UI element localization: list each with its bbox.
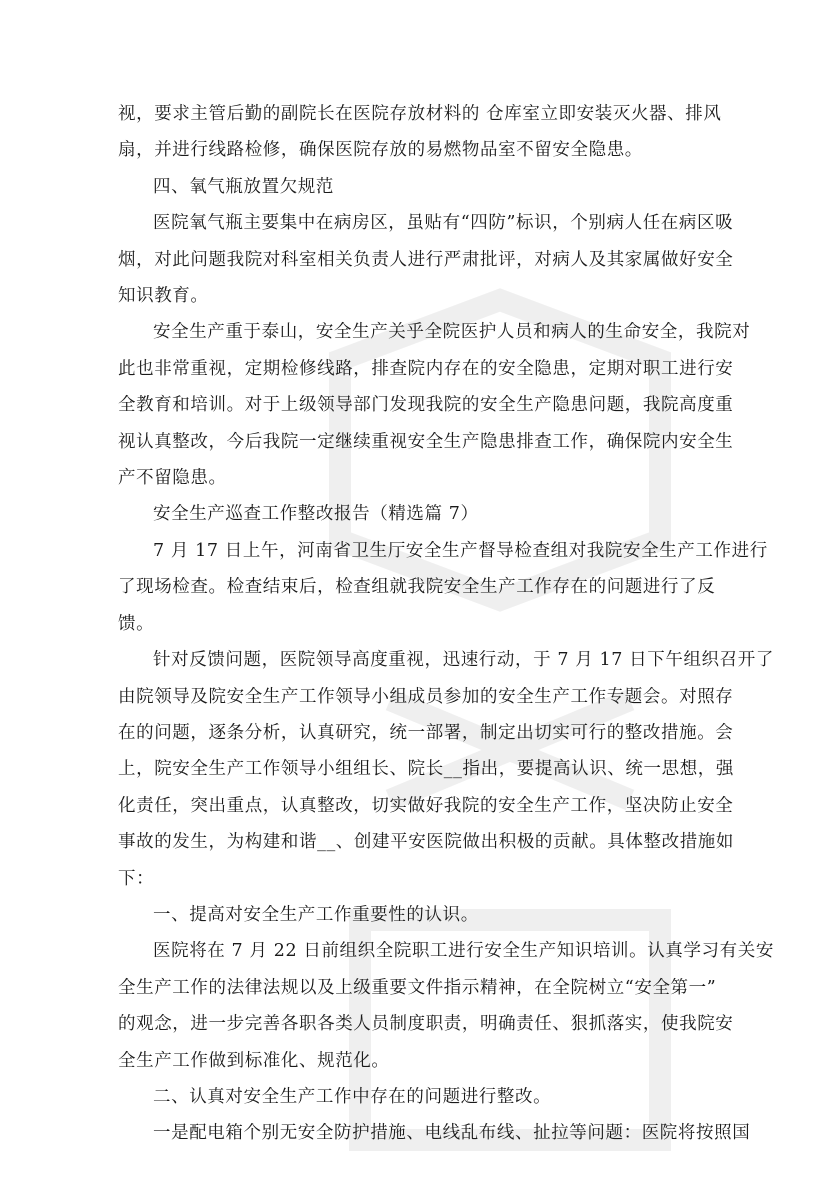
paragraph — [118, 933, 774, 1079]
text-line: 上，院安全生产工作领导小组组长、院长__指出，要提高认识、统一思想，强 — [118, 759, 734, 780]
paragraph — [118, 496, 698, 532]
text-line: 四、氧气瓶放置欠规范 — [153, 176, 334, 197]
text-line: 下： — [118, 868, 155, 889]
text-line: 视认真整改，今后我院一定继续重视安全生产隐患排查工作，确保院内安全生 — [118, 431, 734, 452]
paragraph — [118, 169, 698, 205]
text-line: 二、认真对安全生产工作中存在的问题进行整改。 — [153, 1086, 552, 1107]
text-line: 7 月 17 日上午，河南省卫生厅安全生产督导检查组对我院安全生产工作进行 — [153, 540, 768, 561]
paragraph — [118, 642, 774, 897]
text-line: 医院将在 7 月 22 日前组织全院职工进行安全生产知识培训。认真学习有关安 — [153, 941, 774, 962]
text-line: 产不留隐患。 — [118, 468, 227, 489]
text-line: 一是配电箱个别无安全防护措施、电线乱布线、扯拉等问题：医院将按照国 — [153, 1123, 751, 1144]
text-line: 知识教育。 — [118, 286, 209, 307]
text-line: 医院氧气瓶主要集中在病房区，虽贴有“四防”标识，个别病人任在病区吸 — [153, 213, 734, 234]
text-line: 的观念，进一步完善各职各类人员制度职责，明确责任、狠抓落实，使我院安 — [118, 1014, 734, 1035]
text-line: 视，要求主管后勤的副院长在医院存放材料的 仓库室立即安装灭火器、排风 — [118, 104, 722, 124]
text-line: 安全生产重于泰山，安全生产关乎全院医护人员和病人的生命安全，我院对 — [153, 322, 751, 343]
paragraph — [118, 205, 734, 314]
text-line: 由院领导及院安全生产工作领导小组成员参加的安全生产工作专题会。对照存 — [118, 686, 734, 707]
paragraph — [118, 897, 698, 933]
text-line: 烟，对此问题我院对科室相关负责人进行严肃批评，对病人及其家属做好安全 — [118, 249, 734, 270]
text-line: 安全生产巡查工作整改报告（精选篇 7） — [153, 504, 479, 525]
text-line: 了现场检查。检查结束后，检查组就我院安全生产工作存在的问题进行了反 — [118, 577, 716, 598]
paragraph — [118, 314, 751, 496]
text-line: 全生产工作的法律法规以及上级重要文件指示精神，在全院树立“安全第一” — [118, 977, 717, 998]
text-line: 全生产工作做到标准化、规范化。 — [118, 1050, 390, 1071]
text-line: 针对反馈问题，医院领导高度重视，迅速行动，于 7 月 17 日下午组织召开了 — [153, 650, 774, 671]
paragraph — [118, 96, 722, 169]
text-line: 事故的发生，为构建和谐__、创建平安医院做出积极的贡献。具体整改措施如 — [118, 832, 734, 853]
paragraph — [118, 1115, 751, 1151]
text-line: 一、提高对安全生产工作重要性的认识。 — [153, 904, 479, 925]
paragraph — [118, 1079, 698, 1115]
text-line: 在的问题，逐条分析，认真研究，统一部署，制定出切实可行的整改措施。会 — [118, 722, 734, 743]
text-line: 馈。 — [118, 613, 155, 634]
text-line: 化责任，突出重点，认真整改，切实做好我院的安全生产工作，坚决防止安全 — [118, 795, 734, 816]
text-line: 此也非常重视，定期检修线路，排查院内存在的安全隐患，定期对职工进行安 — [118, 358, 734, 379]
document-body — [118, 96, 774, 1152]
text-line: 全教育和培训。对于上级领导部门发现我院的安全生产隐患问题，我院高度重 — [118, 395, 734, 416]
paragraph — [118, 533, 768, 642]
text-line: 扇，并进行线路检修，确保医院存放的易燃物品室不留安全隐患。 — [118, 140, 643, 161]
